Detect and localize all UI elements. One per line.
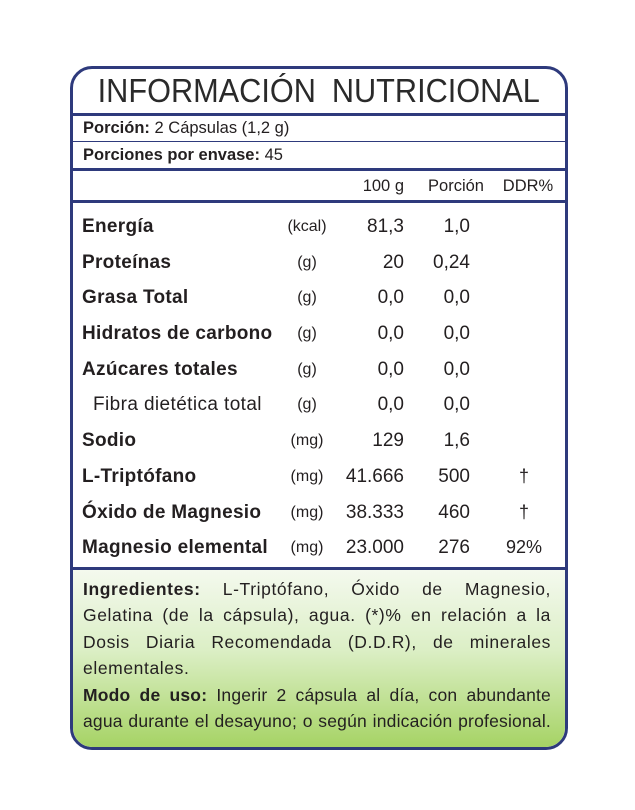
divider	[73, 141, 565, 142]
nutrient-row	[73, 316, 565, 352]
ingredients-label: Ingredientes:	[83, 579, 201, 599]
nutrient-name: Sodio	[82, 430, 137, 452]
ingredients-text: L-Triptófano, Óxido de Magnesio,	[222, 579, 551, 599]
value-per-100g: 20	[382, 251, 404, 273]
nutrient-row	[73, 280, 565, 316]
nutrient-row	[73, 387, 565, 423]
value-per-100g: 0,0	[377, 287, 404, 309]
column-header-per-100g: 100 g	[362, 177, 404, 195]
nutrient-row	[73, 530, 565, 566]
nutrient-rows	[73, 209, 565, 566]
ingredients-line: Gelatina (de la cápsula), agua. (*)% en relación a la	[83, 605, 551, 626]
nutrient-name: Magnesio elemental	[82, 537, 268, 559]
nutrient-name: Proteínas	[82, 251, 172, 273]
nutrient-row	[73, 209, 565, 245]
nutrient-unit: (mg)	[290, 503, 324, 521]
value-per-100g: 0,0	[377, 358, 404, 380]
portion-value: 2 Cápsulas (1,2 g)	[154, 119, 290, 137]
ingredients-panel	[73, 570, 565, 747]
column-header-ddr: DDR%	[502, 177, 554, 195]
nutrient-row	[73, 495, 565, 531]
nutrient-unit: (kcal)	[287, 218, 327, 235]
servings-value: 45	[264, 146, 283, 164]
portion-row	[83, 116, 289, 141]
nutrient-row	[73, 459, 565, 495]
nutrient-name: L-Triptófano	[82, 465, 197, 487]
nutrient-row	[73, 352, 565, 388]
nutrient-unit: (mg)	[290, 467, 324, 485]
nutrient-name: Hidratos de carbono	[82, 323, 273, 345]
divider	[73, 168, 565, 171]
value-per-portion: 0,0	[443, 358, 470, 380]
value-per-100g: 0,0	[377, 323, 404, 345]
value-per-100g: 129	[372, 430, 404, 452]
nutrient-unit: (g)	[297, 253, 317, 271]
nutrient-unit: (mg)	[290, 432, 324, 450]
value-per-portion: 0,0	[443, 323, 470, 345]
nutrient-name: Energía	[82, 216, 154, 237]
portion-label: Porción:	[83, 119, 150, 137]
nutrient-unit: (g)	[297, 396, 317, 414]
value-per-portion: 500	[438, 465, 470, 487]
ingredients-line	[83, 576, 551, 602]
ingredients-line: elementales.	[83, 658, 190, 679]
nutrition-label	[70, 66, 568, 750]
usage-line	[83, 682, 551, 708]
servings-label: Porciones por envase:	[83, 146, 260, 164]
nutrient-unit: (mg)	[290, 539, 324, 557]
nutrient-row	[73, 423, 565, 459]
column-header-portion: Porción	[428, 177, 484, 195]
value-per-100g: 0,0	[377, 394, 404, 416]
nutrient-row	[73, 245, 565, 281]
nutrient-name: Fibra dietética total	[93, 394, 262, 416]
value-per-portion: 1,0	[443, 216, 470, 237]
usage-label: Modo de uso:	[83, 684, 208, 705]
usage-line: agua durante el desayuno; o según indicación profesional.	[83, 710, 551, 731]
value-per-portion: 276	[438, 537, 470, 559]
nutrient-unit: (g)	[297, 325, 317, 343]
value-per-portion: 0,0	[443, 287, 470, 309]
label-title-text: INFORMACIÓN NUTRICIONAL	[97, 72, 541, 109]
nutrient-unit: (g)	[297, 360, 317, 378]
value-per-portion: 460	[438, 501, 470, 523]
nutrient-name: Grasa Total	[82, 287, 189, 309]
usage-text: Ingerir 2 cápsula al día, con abundante	[216, 684, 551, 705]
nutrient-name: Azúcares totales	[82, 358, 238, 380]
value-per-100g: 38.333	[345, 501, 404, 523]
value-ddr: 92%	[505, 537, 543, 558]
servings-row	[83, 143, 283, 168]
label-title	[73, 69, 565, 113]
value-ddr: †	[518, 465, 529, 486]
value-per-100g: 81,3	[367, 216, 404, 237]
value-per-portion: 0,24	[433, 251, 470, 273]
value-per-100g: 41.666	[345, 465, 404, 487]
ingredients-line: Dosis Diaria Recomendada (D.D.R), de minerales	[83, 631, 551, 652]
divider	[73, 200, 565, 203]
value-per-portion: 1,6	[443, 430, 470, 452]
nutrient-name: Óxido de Magnesio	[82, 501, 262, 523]
value-ddr: †	[518, 501, 529, 522]
value-per-100g: 23.000	[345, 537, 404, 559]
nutrient-unit: (g)	[297, 289, 317, 307]
value-per-portion: 0,0	[443, 394, 470, 416]
